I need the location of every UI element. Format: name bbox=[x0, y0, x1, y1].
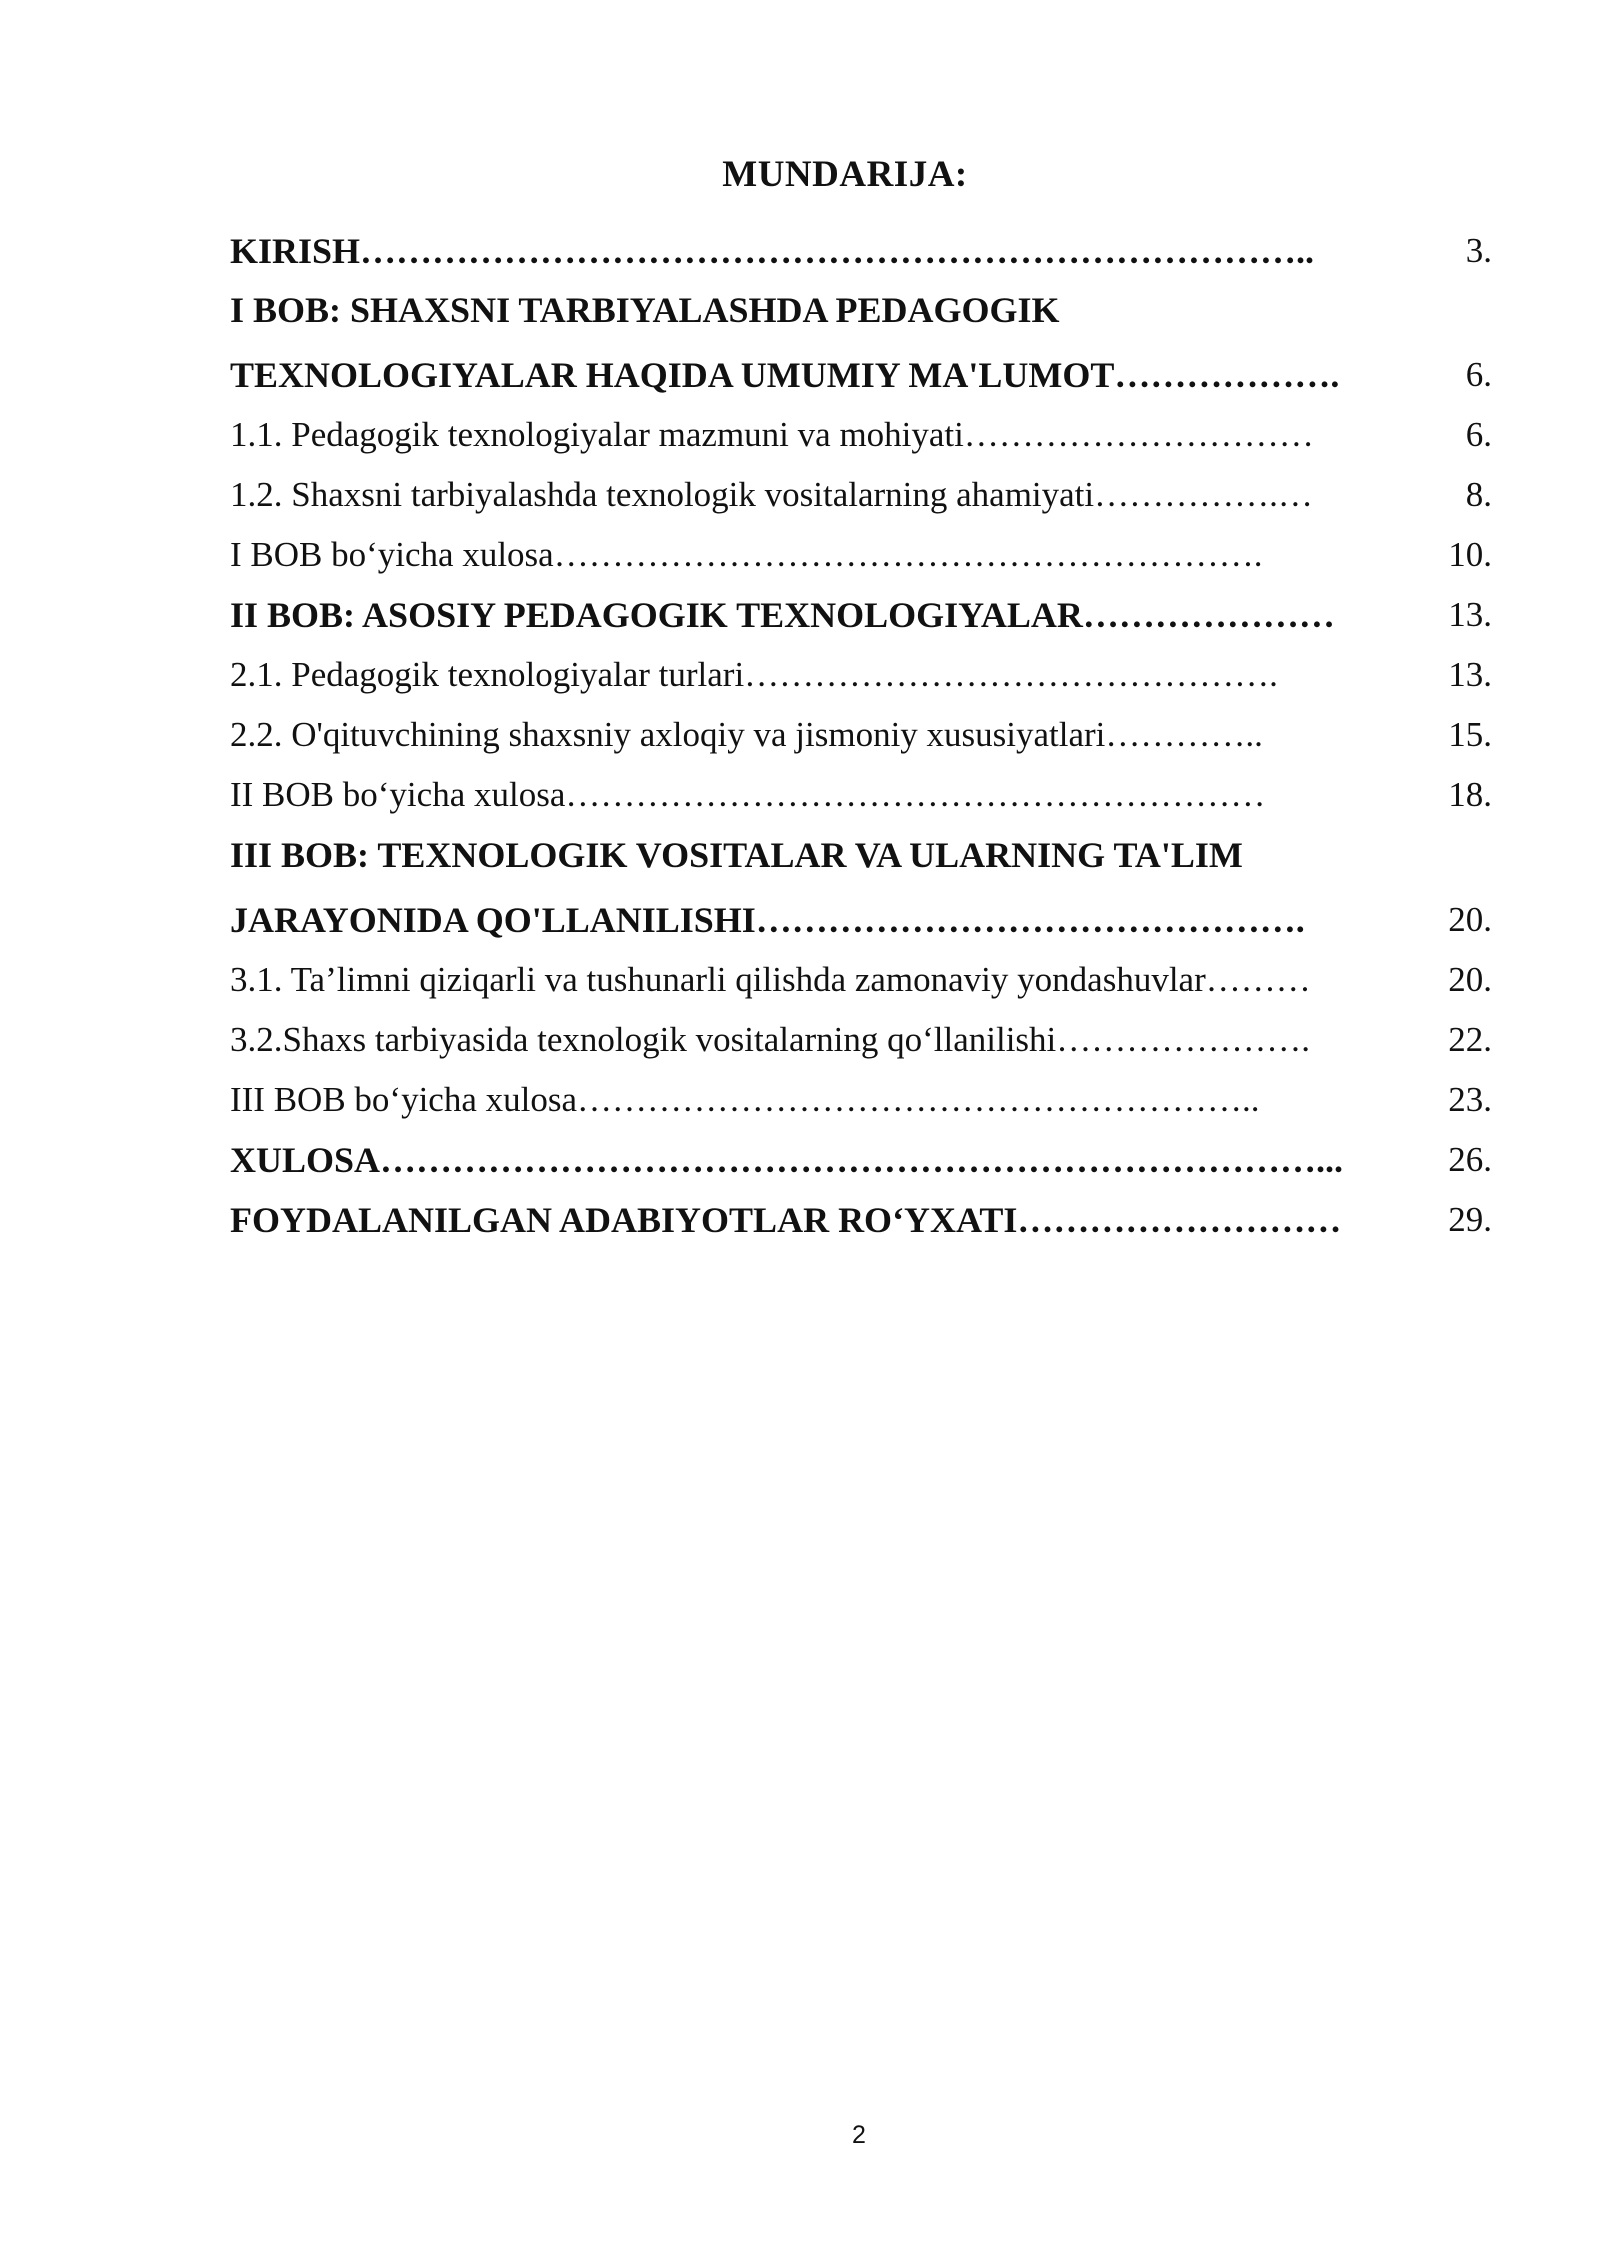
toc-entry-page: 18. bbox=[1448, 775, 1492, 814]
toc-entry-page: 10. bbox=[1448, 535, 1492, 574]
toc-entry-chapter-1-title bbox=[230, 285, 1492, 335]
toc-entry-section-3-2 bbox=[230, 1015, 1492, 1065]
toc-entry-page: 13. bbox=[1448, 595, 1492, 634]
toc-entry-section-3-1 bbox=[230, 955, 1492, 1005]
toc-entry-page: 3. bbox=[1465, 231, 1492, 270]
toc-entry-page: 6. bbox=[1465, 415, 1492, 454]
toc-entry-text: III BOB: TEXNOLOGIK VOSITALAR VA ULARNING TA'LIM bbox=[230, 835, 1243, 875]
toc-entry-page: 23. bbox=[1448, 1080, 1492, 1119]
toc-entry-chapter-2 bbox=[230, 590, 1492, 640]
toc-entry-xulosa bbox=[230, 1135, 1492, 1185]
toc-entry-page: 13. bbox=[1448, 655, 1492, 694]
toc-entry-chapter-1 bbox=[230, 350, 1492, 400]
toc-entry-text: XULOSA……………………………………………………………………... bbox=[230, 1140, 1344, 1180]
toc-entry-text: 2.2. O'qituvchining shaxsniy axloqiy va jismoniy xususiyatlari………….. bbox=[230, 715, 1263, 754]
toc-entry-section-2-2 bbox=[230, 710, 1492, 760]
toc-entry-text: 1.2. Shaxsni tarbiyalashda texnologik vositalarning ahamiyati…………….… bbox=[230, 475, 1313, 514]
toc-entry-page: 26. bbox=[1448, 1140, 1492, 1179]
page-title: MUNDARIJA: bbox=[722, 154, 968, 195]
toc-entry-text: II BOB bo‘yicha xulosa…………………………………………………… bbox=[230, 775, 1266, 814]
toc-entry-text: TEXNOLOGIYALAR HAQIDA UMUMIY MA'LUMOT………………. bbox=[230, 355, 1340, 395]
toc-entry-chapter-3-conclusion bbox=[230, 1075, 1492, 1125]
toc-entry-text: 2.1. Pedagogik texnologiyalar turlari………………………………………. bbox=[230, 655, 1278, 694]
toc-entry-text: II BOB: ASOSIY PEDAGOGIK TEXNOLOGIYALAR………………… bbox=[230, 595, 1335, 635]
toc-entry-page: 15. bbox=[1448, 715, 1492, 754]
toc-entry-text: I BOB: SHAXSNI TARBIYALASHDA PEDAGOGIK bbox=[230, 290, 1060, 330]
toc-entry-chapter-2-conclusion bbox=[230, 770, 1492, 820]
toc-entry-text: FOYDALANILGAN ADABIYOTLAR RO‘YXATI……………………… bbox=[230, 1200, 1342, 1240]
toc-entry-page: 22. bbox=[1448, 1020, 1492, 1059]
toc-entry-section-2-1 bbox=[230, 650, 1492, 700]
toc-entry-text: 1.1. Pedagogik texnologiyalar mazmuni va mohiyati………………………… bbox=[230, 415, 1314, 454]
toc-entry-page: 29. bbox=[1448, 1200, 1492, 1239]
toc-entry-page: 20. bbox=[1448, 900, 1492, 939]
toc-entry-chapter-1-conclusion bbox=[230, 530, 1492, 580]
toc-entry-chapter-3-title bbox=[230, 830, 1492, 880]
toc-entry-references bbox=[230, 1195, 1492, 1245]
toc-entry-kirish bbox=[230, 226, 1492, 276]
toc-entry-text: KIRISH…………………………………………………………………….. bbox=[230, 231, 1315, 271]
toc-entry-section-1-2 bbox=[230, 470, 1492, 520]
toc-entry-page: 8. bbox=[1465, 475, 1492, 514]
toc-entry-section-1-1 bbox=[230, 410, 1492, 460]
toc-entry-text: 3.2.Shaxs tarbiyasida texnologik vositalarning qo‘llanilishi…………………. bbox=[230, 1020, 1311, 1059]
toc-entry-text: JARAYONIDA QO'LLANILISHI………………………………………. bbox=[230, 900, 1305, 940]
toc-entry-page: 20. bbox=[1448, 960, 1492, 999]
toc-entry-text: I BOB bo‘yicha xulosa……………………………………………………. bbox=[230, 535, 1263, 574]
page-number: 2 bbox=[852, 2121, 866, 2149]
toc-entry-chapter-3 bbox=[230, 895, 1492, 945]
toc-entry-text: 3.1. Ta’limni qiziqarli va tushunarli qilishda zamonaviy yondashuvlar……… bbox=[230, 960, 1311, 999]
toc-entry-page: 6. bbox=[1465, 355, 1492, 394]
toc-entry-text: III BOB bo‘yicha xulosa………………………………………………….. bbox=[230, 1080, 1260, 1119]
